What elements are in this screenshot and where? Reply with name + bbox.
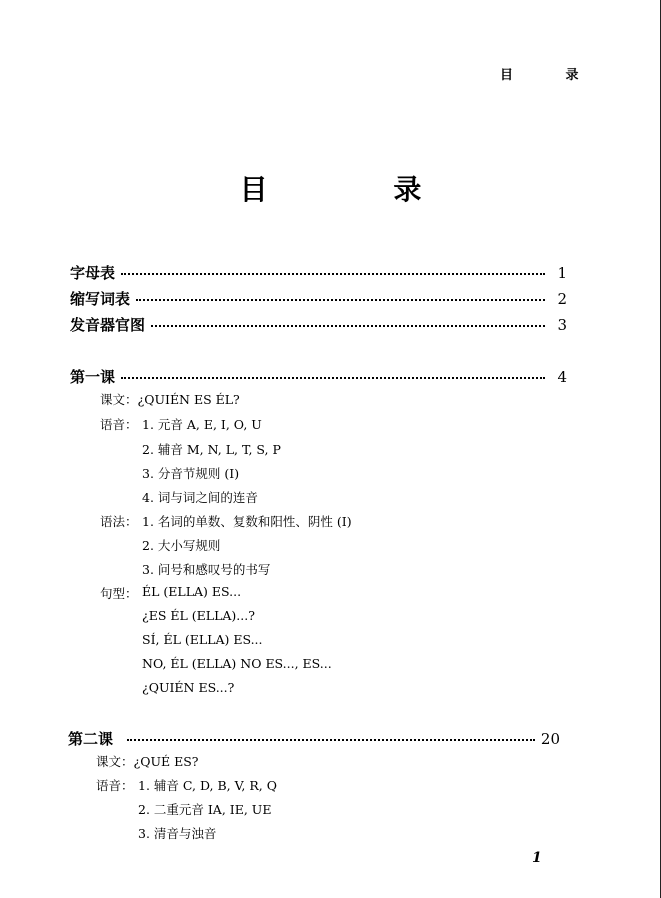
toc-entry-lesson-1[interactable] [70,366,567,387]
text-title: ¿QUÉ ES? [133,754,199,769]
page-title: 目 录 [239,173,480,206]
toc-label: 第一课 [70,368,116,386]
phonetics-label: 语音： [96,778,134,793]
text-label: 课文： [96,754,134,769]
running-head: 目 录 [500,68,603,83]
toc-label: 发音器官图 [70,316,146,334]
leader-dots [121,273,545,275]
toc-entry-abbreviations[interactable] [70,288,567,309]
phonetics-item: 4. 词与词之间的连音 [142,490,258,505]
toc-page-number: 4 [557,368,567,386]
lesson-2-text [96,752,199,770]
pattern-item: NO, ÉL (ELLA) NO ES..., ES... [142,656,332,671]
leader-dots [151,325,545,327]
leader-dots [127,739,535,741]
pattern-item: ÉL (ELLA) ES... [142,584,242,599]
grammar-item: 3. 问号和感叹号的书写 [142,562,271,577]
grammar-item: 2. 大小写规则 [142,538,221,553]
phonetics-item: 3. 清音与浊音 [138,826,217,841]
page-number: 1 [532,850,542,866]
toc-label: 字母表 [70,264,116,282]
toc-label: 缩写词表 [70,290,131,308]
toc-page-number: 3 [557,316,567,334]
phonetics-item: 2. 二重元音 IA, IE, UE [138,802,272,817]
lesson-1-text [100,390,240,408]
text-title: ¿QUIÉN ES ÉL? [137,392,240,407]
phonetics-item: 2. 辅音 M, N, L, T, S, P [142,442,281,457]
toc-page-number: 20 [540,730,560,748]
grammar-label: 语法： [100,514,138,529]
patterns-label: 句型： [100,586,138,601]
phonetics-item: 1. 辅音 C, D, B, V, R, Q [138,778,277,793]
toc-page-number: 2 [557,290,567,308]
text-label: 课文： [100,392,138,407]
toc-label: 第二课 [68,730,114,748]
toc-entry-alphabet[interactable] [70,262,567,283]
grammar-item: 1. 名词的单数、复数和阳性、阴性 (I) [142,514,352,529]
phonetics-item: 3. 分音节规则 (I) [142,466,240,481]
pattern-item: ¿ES ÉL (ELLA)...? [142,608,255,623]
leader-dots [136,299,545,301]
phonetics-label: 语音： [100,417,138,432]
toc-entry-speech-organs[interactable] [70,314,567,335]
pattern-item: SÍ, ÉL (ELLA) ES... [142,632,263,647]
phonetics-item: 1. 元音 A, E, I, O, U [142,417,262,432]
leader-dots [121,377,545,379]
toc-entry-lesson-2[interactable] [68,728,560,749]
toc-page-number: 1 [557,264,567,282]
pattern-item: ¿QUIÉN ES...? [142,680,235,695]
